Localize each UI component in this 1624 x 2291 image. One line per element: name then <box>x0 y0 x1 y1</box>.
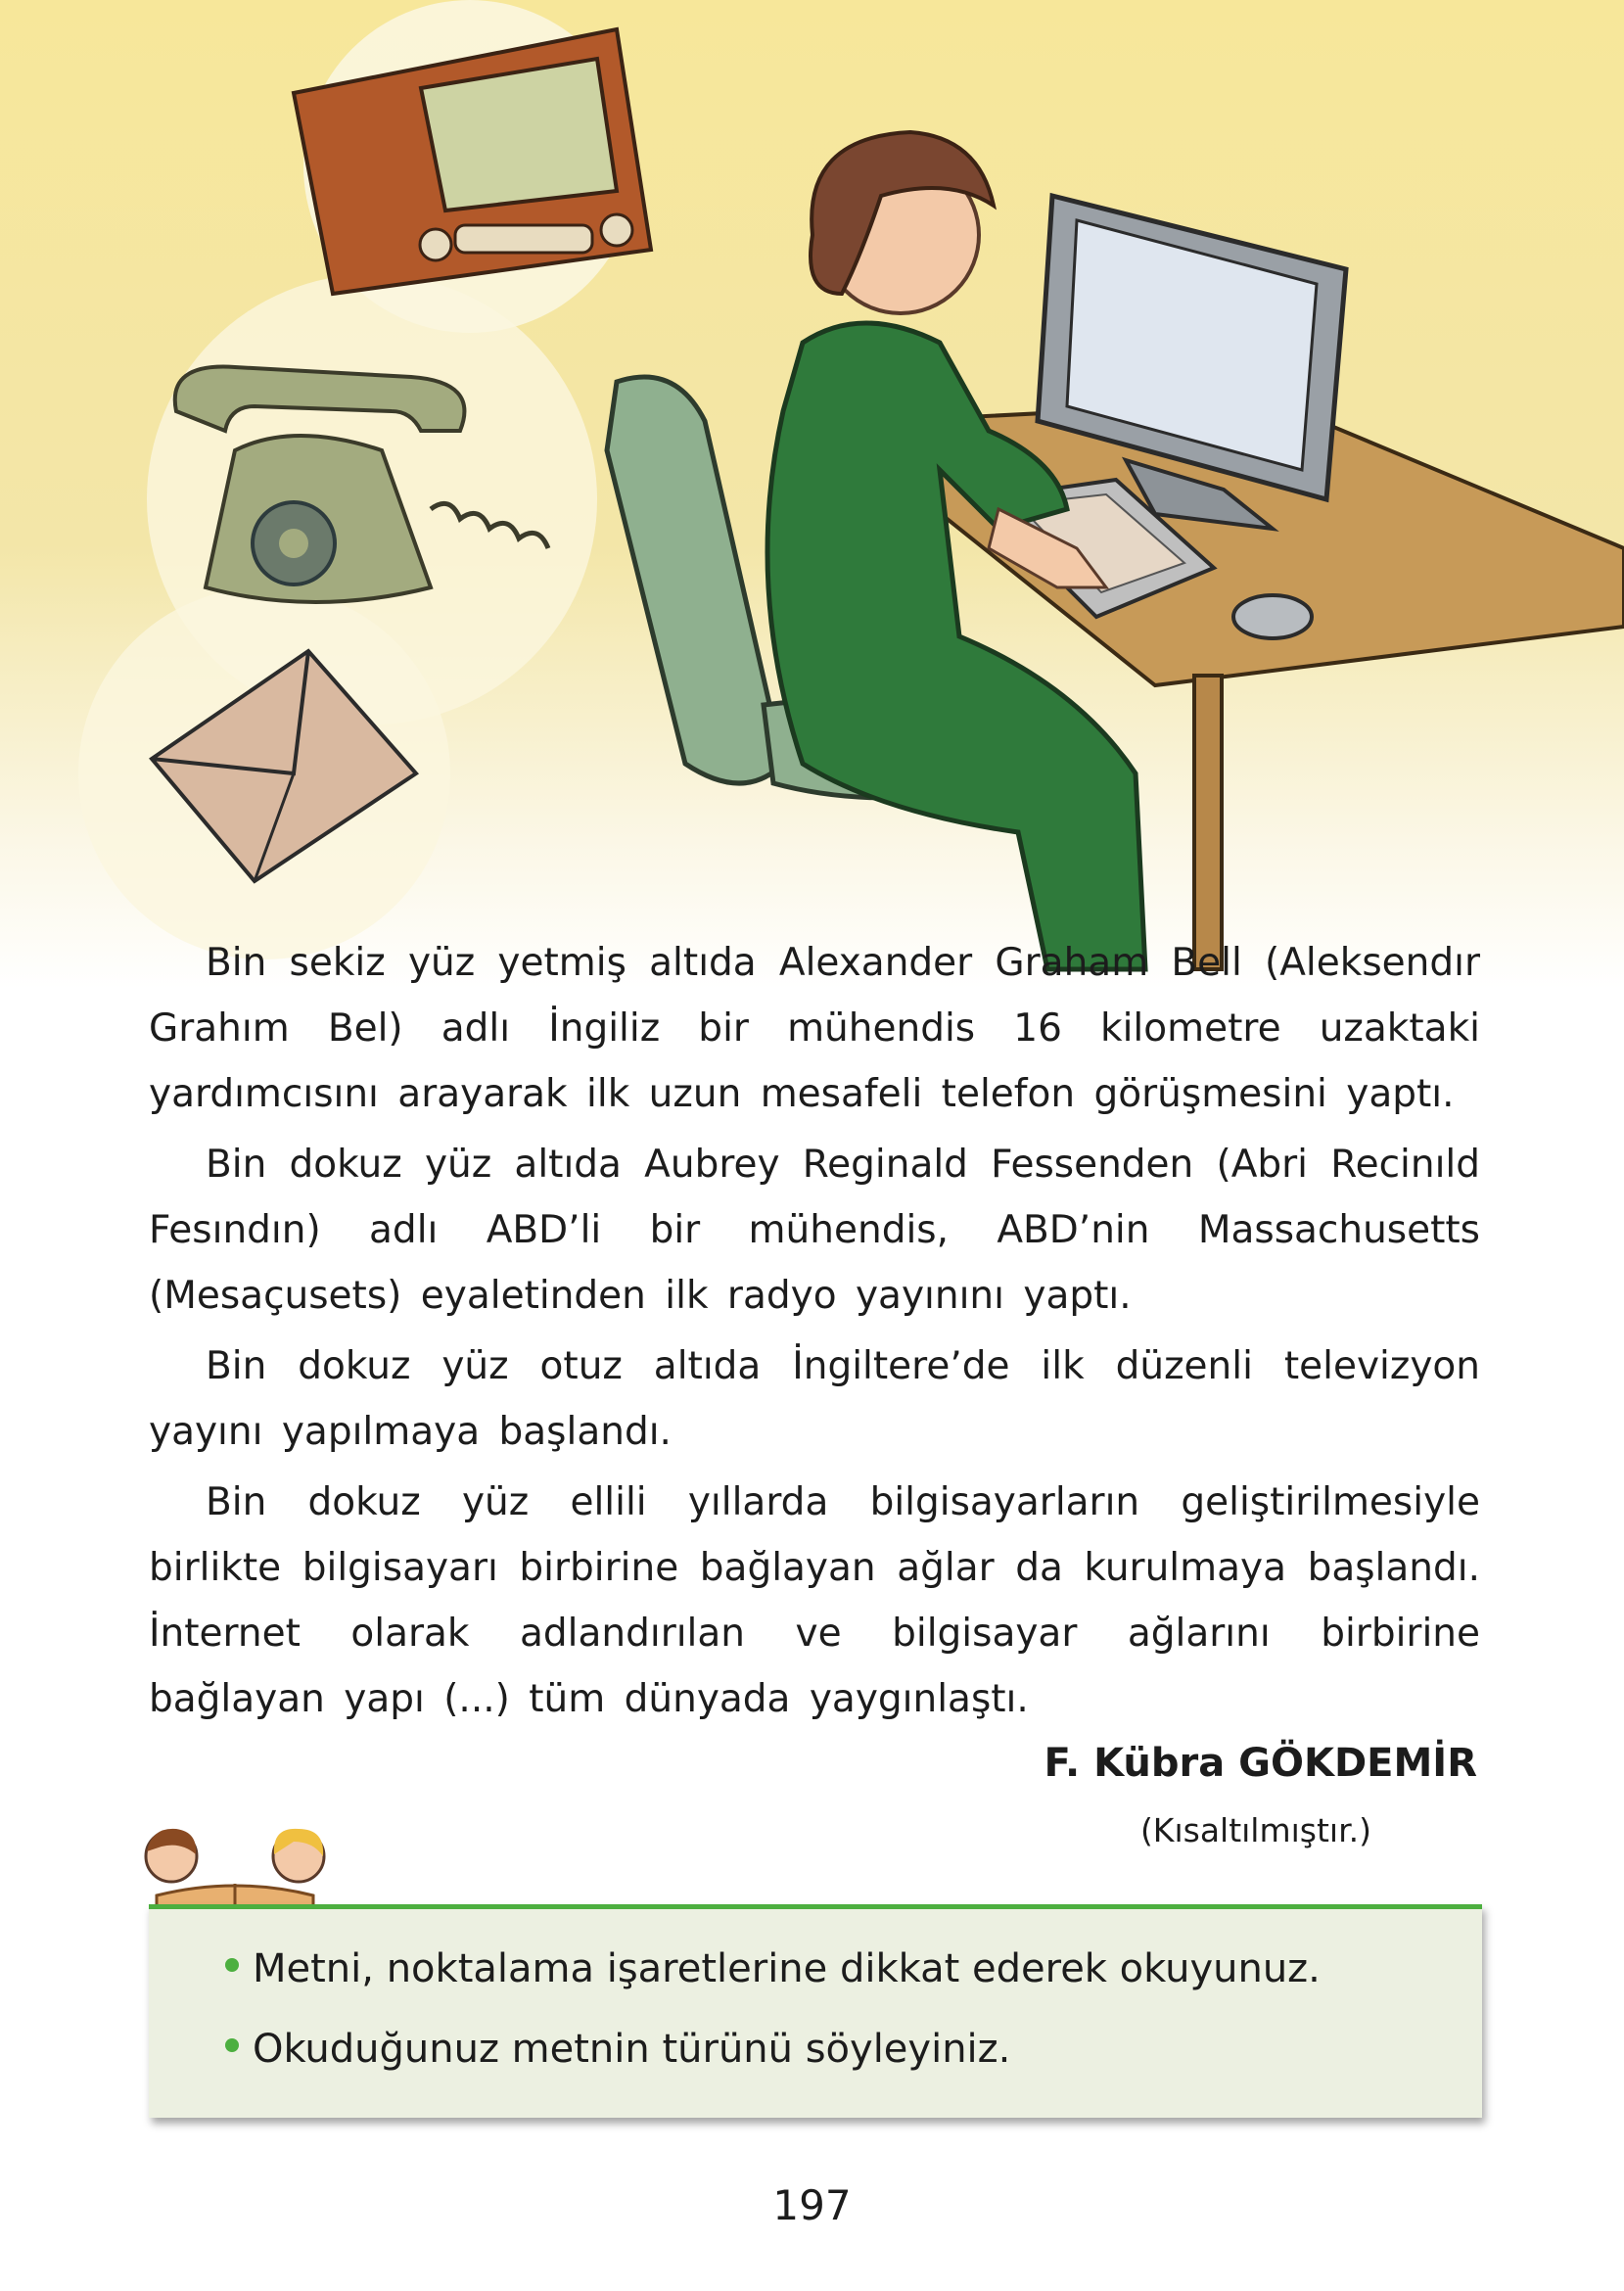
paragraph: Bin dokuz yüz altıda Aubrey Reginald Fessenden (Abri Recinıld Fesındın) adlı ABD’li bir mühendis, ABD’nin Massachusetts (Mesaçusets) eyaletinden ilk radyo yayınını yaptı. <box>149 1143 1480 1318</box>
illustration-svg <box>0 0 1624 989</box>
task-text: Metni, noktalama işaretlerine dikkat ederek okuyunuz. <box>253 1946 1321 1991</box>
task-item <box>225 1929 1482 2009</box>
paragraph: Bin sekiz yüz yetmiş altıda Alexander Graham Bell (Aleksendır Grahım Bel) adlı İngiliz bir mühendis 16 kilometre uzaktaki yardımcısını arayarak ilk uzun mesafeli telefon görüşmesini yaptı. <box>149 941 1480 1116</box>
reading-tasks-box <box>149 1904 1482 2118</box>
hero-illustration <box>0 0 1624 989</box>
author-name: F. Kübra GÖKDEMİR <box>1044 1741 1477 1786</box>
task-text: Okuduğunuz metnin türünü söyleyiniz. <box>253 2027 1011 2072</box>
article-text <box>149 930 1480 1737</box>
paragraph: Bin dokuz yüz ellili yıllarda bilgisayarların geliştirilmesiyle birlikte bilgisayarı birbirine bağlayan ağlar da kurulmaya başlandı. İnternet olarak adlandırılan ve bilgisayar ağlarını birbirine bağlayan yapı (...) tüm dünyada yaygınlaştı. <box>149 1480 1480 1721</box>
bullet-icon <box>225 1958 239 1972</box>
task-list <box>225 1929 1482 2089</box>
paragraph: Bin dokuz yüz otuz altıda İngiltere’de ilk düzenli televizyon yayını yapılmaya başlandı. <box>149 1344 1480 1454</box>
task-item <box>225 2009 1482 2089</box>
page-number: 197 <box>772 2181 852 2229</box>
bullet-icon <box>225 2038 239 2052</box>
mouse-icon <box>1233 595 1312 638</box>
abridged-note: (Kısaltılmıştır.) <box>1139 1811 1371 1849</box>
